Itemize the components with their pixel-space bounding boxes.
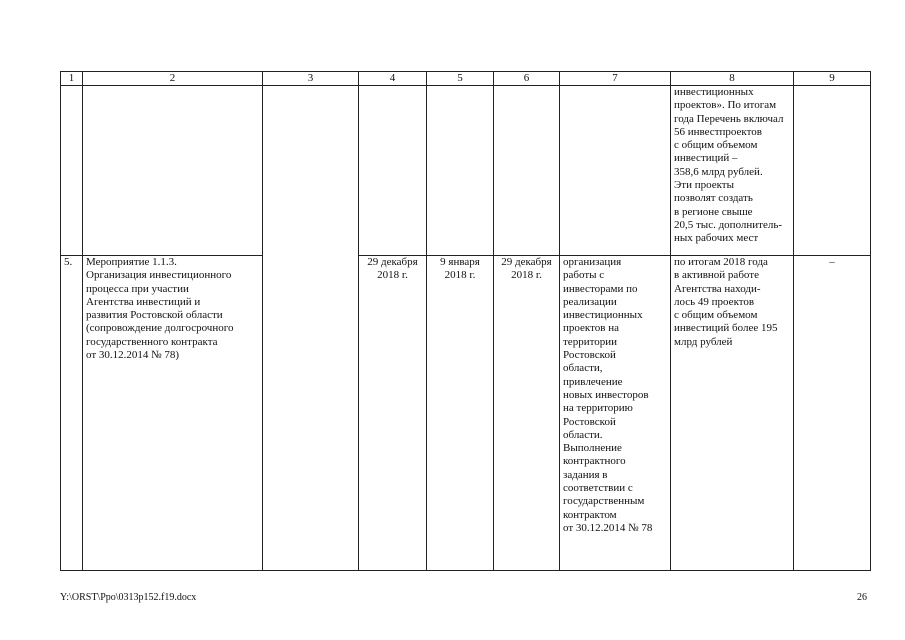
cell-results-continued: инвестиционных проектов». По итогам года Перечень включал 56 инвестпроектов с общим объемом инвестиций – 358,6 млрд рублей. Эти проекты позволят создать в регионе свыше 20,5 тыс. дополнитель- ных рабочих мест [671,86,794,256]
col-number-9: 9 [794,72,871,86]
cell-col9: – [794,256,871,571]
col-number-7: 7 [560,72,671,86]
col-number-5: 5 [427,72,494,86]
col-number-2: 2 [83,72,263,86]
cell-actual-start-date: 9 января 2018 г. [427,256,494,571]
cell-col3-merged [263,86,359,571]
cell-actual-end-date: 29 декабря 2018 г. [494,256,560,571]
column-number-row [61,72,871,86]
col-number-6: 6 [494,72,560,86]
col-number-4: 4 [359,72,427,86]
cell-measure-name: Мероприятие 1.1.3. Организация инвестиционного процесса при участии Агентства инвестиций и развития Ростовской области (сопровождение долгосрочного государственного контракта от 30.12.2014 № 78) [83,256,263,571]
report-table [60,71,871,571]
cell-actual-result: по итогам 2018 года в активной работе Агентства находи- лось 49 проектов с общим объемом инвестиций более 195 млрд рублей [671,256,794,571]
cell-planned-date: 29 декабря 2018 г. [359,256,427,571]
table-row-5 [61,256,871,571]
footer-file-path: Y:\ORST\Ppo\0313p152.f19.docx [60,592,197,603]
footer-page-number: 26 [857,592,867,603]
table-row-continued [61,86,871,256]
col-number-3: 3 [263,72,359,86]
cell-row-number: 5. [61,256,83,571]
col-number-8: 8 [671,72,794,86]
col-number-1: 1 [61,72,83,86]
cell-expected-result: организация работы с инвесторами по реализации инвестиционных проектов на территории Ростовской области, привлечение новых инвесторов на территорию Ростовской области. Выполнение контрактного задания в соответствии с государственным контрактом от 30.12.2014 № 78 [560,256,671,571]
